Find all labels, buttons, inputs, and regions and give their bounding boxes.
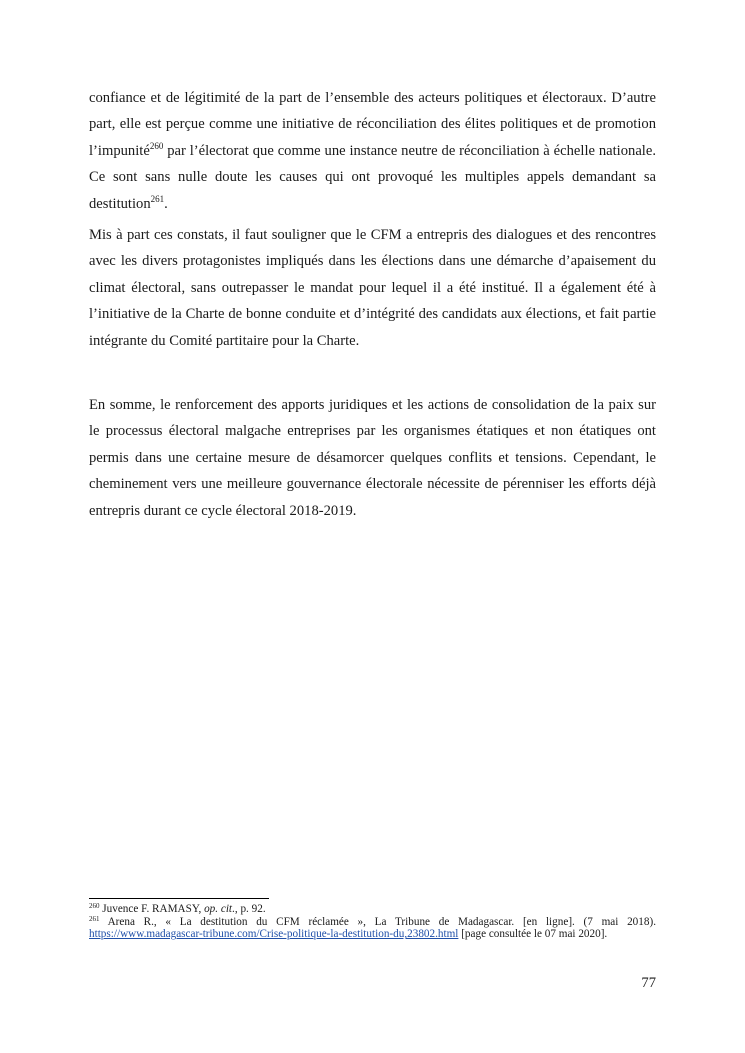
footnote-text: Arena R., « La destitution du CFM réclamée », La Tribune de Madagascar. [en ligne]. (7 mai 2018). (99, 915, 656, 928)
footnote-link[interactable]: https://www.madagascar-tribune.com/Crise-politique-la-destitution-du,23802.html (89, 928, 459, 941)
footnote-260 (89, 903, 656, 916)
footnote-separator (89, 898, 269, 899)
paragraph-1-text-c: . (164, 195, 168, 212)
footnote-number: 261 (89, 914, 100, 923)
paragraph-1-text-b: par l’électorat que comme une instance neutre de réconciliation à échelle nationale. Ce sont sans nulle doute les causes qui ont provoqué les multiples appels demandant sa destitution (89, 142, 656, 212)
footnote-text-end: [page consultée le 07 mai 2020]. (458, 928, 608, 941)
footnote-text: Juvence F. RAMASY, (99, 903, 205, 915)
footnote-ref-261[interactable]: 261 (150, 193, 165, 204)
footnote-261 (89, 916, 656, 941)
paragraph-2: Mis à part ces constats, il faut souligner que le CFM a entrepris des dialogues et des rencontres avec les divers protagonistes impliqués dans les élections dans une démarche d’apaisement du climat électoral, sans outrepasser le mandat pour lequel il a été institué. Il a également été à l’initiative de la Charte de bonne conduite et d’intégrité des candidats aux élections, et fait partie intégrante du Comité partitaire pour la Charte. (89, 227, 656, 349)
page-number: 77 (641, 975, 656, 991)
footnote-ref-260[interactable]: 260 (149, 140, 164, 151)
footnote-number: 260 (89, 902, 100, 910)
footnote-text-end: ., p. 92. (232, 903, 266, 915)
paragraph-1 (89, 85, 656, 217)
paragraph-3: En somme, le renforcement des apports juridiques et les actions de consolidation de la paix sur le processus électoral malgache entreprises par les organismes étatiques et non étatiques ont permis dans une certaine mesure de désamorcer quelques conflits et tensions. Cependant, le cheminement vers une meilleure gouvernance électorale nécessite de pérenniser les efforts déjà entrepris durant ce cycle électoral 2018-2019. (89, 397, 656, 519)
footnote-italic: op. cit (204, 903, 233, 915)
paragraph-1-text-a: confiance et de légitimité de la part de l’ensemble des acteurs politiques et électoraux. D’autre part, elle est perçue comme une initiative de réconciliation des élites politiques et de promotion l’impunité (89, 90, 656, 159)
footnotes (89, 903, 656, 941)
